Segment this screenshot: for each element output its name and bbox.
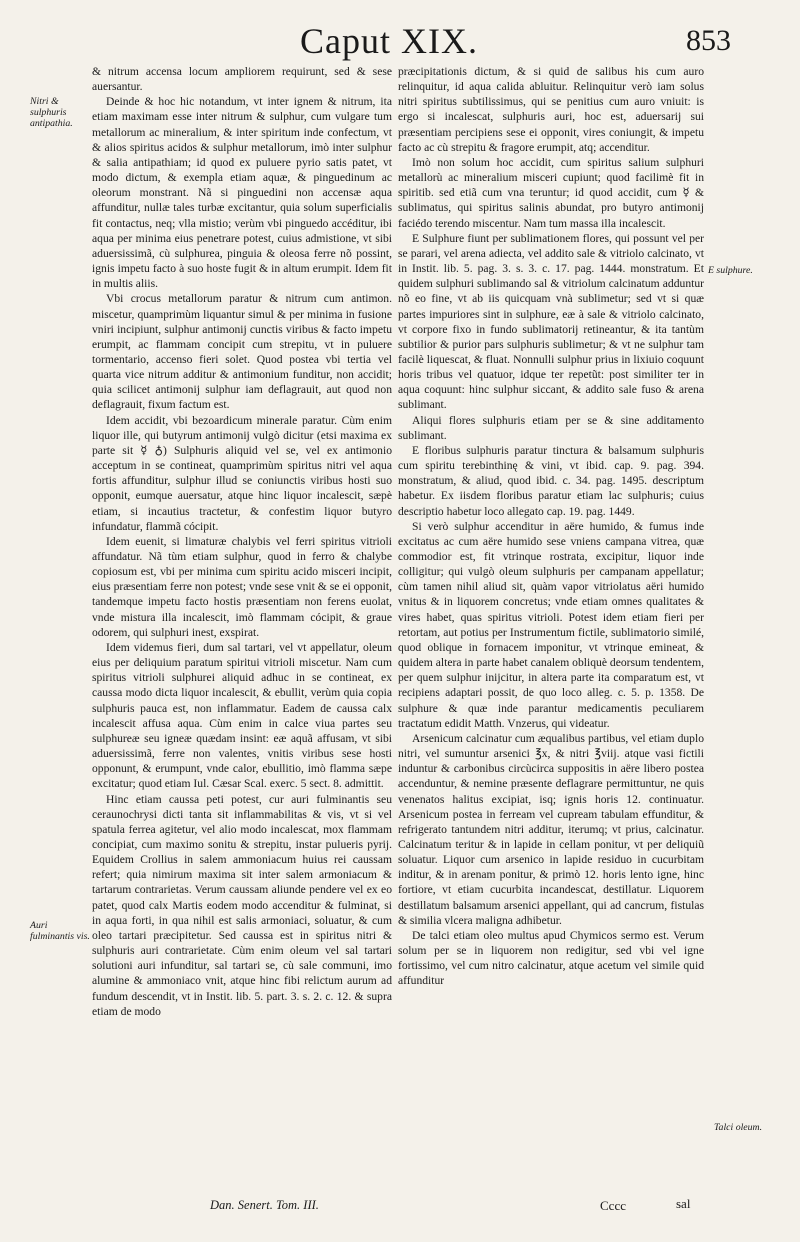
- paragraph: & nitrum accensa locum ampliorem requirunt, sed & sese auersantur.: [92, 65, 392, 94]
- paragraph: Si verò sulphur accenditur in aëre humido, & fumus inde excitatus ac cum aëre humido sese vniens campana vitrea, quæ commodior est, fit vtrinque rostrata, excipitur, liquor inde colligitur; qui vulgò oleum sulphuris per campanam appellatur; cùm tamen nihil aliud sit, quàm vapor vitriolatus aëri humido vnitus & in liquorem concretus; vnde etiam omnes qualitates & vires habet, quas spiritus vitrioli. Potest idem etiam fieri per retortam, aut potius per Instrumentum fictile, sublimatorio similé, quod oblique in fornacem imponitur, vt vtrinque emineat, & quidem altera in parte habet canalem obliquè deorsum tendentem, per quem sulphur inijcitur, in altera parte ita comparatum est, vt recipiens adaptari possit, de quo loco alleg. c. 5. p. 1358. De sulphure & quæ inde parantur medicamentis peculiarem tractatum edidit Matth. Vnzerus, qui videatur.: [398, 519, 704, 730]
- paragraph: E floribus sulphuris paratur tinctura & balsamum sulphuris cum spiritu terebinthinę & vini, vt ibid. cap. 9. pag. 394. monstratum, & aliud, quod ibid. c. 34. pag. 1495. descriptum habetur. Ex iisdem floribus paratur etiam lac sulphuris; cuius descriptio habetur loco allegato cap. 19. pag. 1449.: [398, 443, 704, 518]
- right-column: [398, 64, 704, 1194]
- footer-catchword: sal: [676, 1196, 691, 1211]
- paragraph: Imò non solum hoc accidit, cum spiritus salium sulphuri metallorù ac mineralium misceri cupiunt; quod facilimè fit in spiritib. sed etiã cum vna teruntur; id quod accidit, cum ☿ & sublimatus, qui spiritus salinis abundat, pro butyro antimonij faciédo terendo miscentur. Nam tum massa illa incalescit.: [398, 155, 704, 230]
- left-column: [92, 64, 392, 1194]
- footer-signature: Dan. Senert. Tom. III.: [210, 1198, 319, 1212]
- paragraph: Idem accidit, vbi bezoardicum minerale paratur. Cùm enim liquor ille, qui butyrum antimonij vulgò dicitur (etsi maxima ex parte sit ☿ ♁) Sulphuris aliquid vel se, vel ex antimonio acceptum in se contineat, quamprimùm spiritus nitri vel aqua fortis affunditur, sulphur illud se coniunctis viribus hosti suo opponit, eumque auersatur, atque hinc liquor incalescit, sæpè etiam, si incautius tractetur, & confestim liquor butyro infundatur, flammã cócipit.: [92, 413, 392, 533]
- page-title: Caput XIX.: [300, 21, 478, 61]
- page-number: 853: [686, 24, 731, 57]
- paragraph: præcipitationis dictum, & si quid de salibus his cum auro relinquitur, id aqua calida abluitur. Relinquitur verò iam solus nitri spiritus subtilissimus, qui se penitius cum auro vniuit: is ergo si incalescat, sulphuris auri, hoc est, aduersarij sui præsentiam percipiens sese ei opponit, vires coniungit, & impetu facto ac cù strepitu & fragore erumpit, atq; accenditur.: [398, 65, 704, 154]
- paragraph: E Sulphure fiunt per sublimationem flores, qui possunt vel per se parari, vel arena adiecta, vel addito sale & vitriolo calcinato, vt in Instit. lib. 5. pag. 3. s. 3. c. 17. pag. 1444. monstratum. Et quidem sulphuri sublimando sal & vitriolum calcinatum adduntur nõ eo fine, vt ab iis quicquam vnà sublimetur; sed vt si quæ partes impuriores sint in sulphure, eæ à sale & vitriolo calcinato, vt corpore fixo in fundo sublimatorij retineantur, & ita tantùm subtilior & purior pars sulphuris sublimetur; & vt ne sulphur tam facilè liquescat, & fluat. Nonnulli sulphur prius in lixiuio coquunt horis tribus vel quatuor, idque ter repetũt: post similiter ter in aqua coquunt: hinc sulphur siccant, & addito sale fuso & arena sublimant.: [398, 231, 704, 412]
- footer-sheet-mark: Cccc: [600, 1198, 626, 1213]
- margin-note-sulphure: E sulphure.: [708, 265, 753, 276]
- paragraph: Vbi crocus metallorum paratur & nitrum cum antimon. miscetur, quamprimùm liquantur simul & per minima in fusione vniri incipiunt, sulphur antimonij cunctis viribus & facto impetu erumpit, ac flammam concipit cum strepitu, vt in puluere tormentario, accenso fieri solet. Quod postea vbi tertia vel quarta vice nitrum additur & antimonium funditur, non accidit; quia scilicet antimonij sulphur iam deflagrauit, aut quod non deflagrauit, fixum factum est.: [92, 292, 392, 412]
- paragraph: Hinc etiam caussa peti potest, cur auri fulminantis seu ceraunochrysi dicti tanta sit inflammabilitas & vis, vt si vel spatula ferrea agitetur, vel alio modo incalescat, mox flammam concipiat, cum maximo sonitu & strepitu, instar pulueris pyrij. Equidem Crollius in salem ammoniacum huius rei caussam refert; quia nimirum maxima sit inter salem armoniacum & tartarum contrarietas. Verum caussam aliunde pendere vel ex eo patet, quod calx Martis eodem modo accenditur & fulminat, si in aqua forti, in qua nihil est salis armoniaci, soluatur, & cum oleo tartari præcipitetur. Sed caussa est in spiritus nitri & sulphuris auri contrarietate. Cùm enim oleum vel sal tartari solutioni auri infunditur, sal tartari se, cù sale communi, imo alumine & ammoniaco vnit, atque hinc fibi relictum aurum ad fundum descendit, vt in Instit. lib. 5. part. 3. s. 2. c. 12. & supra etiam de modo: [92, 792, 392, 1018]
- paragraph: Idem euenit, si limaturæ chalybis vel ferri spiritus vitrioli affundatur. Nã tùm etiam sulphur, quod in ferro & chalybe copiosum est, vbi per minima cum spiritu acido misceri incipit, eius præsentiam ferre non potest; vnde sese vnit & se ei opponit, tandemque impetu facto hostis præsentiam non ferens euolat, vnde mistura illa incalescit, imò flammam cócipit, & graue odorem, qui sulphuri inest, exspirat.: [92, 534, 392, 639]
- paragraph: Deinde & hoc hic notandum, vt inter ignem & nitrum, ita etiam maximam esse inter nitrum & sulphur, cum vulgare tum metallorum ac mineralium, & inter spiritum inde confectum, vt & alios spiritus acidos & sulphur metallorum, imò inter sulphur & salia antipathiam; id quod ex puluere pyrio satis patet, vt modo dictum, & exempla etiam aquæ, & pinguedinum ac oleorum monstrant. Nã si pinguedini non accensæ aqua affunditur, nullæ tales turbæ excitantur, quia solum superficialis fit contactus, neq; vlla mistio; verùm vbi pinguedo accéditur, ibi aqua per minima eius penetrare potest, cuius admistione, vt sibi aduersissimã, cù sulphurea, pinguia & oleosa ferre nõ possint, ignis impetu facto à suo hoste fugit & in altum erumpit. Idem fit in multis aliis.: [92, 95, 392, 291]
- paragraph: De talci etiam oleo multus apud Chymicos sermo est. Verum solum per se in liquorem non redigitur, sed vbi vel igne fortissimo, vel cum nitro calcinatur, atque acetum vel simile quid affunditur: [398, 928, 704, 988]
- paragraph: Arsenicum calcinatur cum æqualibus partibus, vel etiam duplo nitri, vel sumuntur arsenici ℥x, & nitri ℥viij. atque vasi fictili induntur & carbonibus circùcirca suppositis in aëre libero postea accenduntur, & nemine præsente deflagrare permittuntur, ne quis venenatos halitus excipiat, isq; ignis horis 12. continuatur. Arsenicum postea in ferream vel cupream tabulam effunditur, & refrigerato tantundem nitri additur, iterumq; vt prius, calcinatur. Calcinatum teritur & in lapide in cellam ponitur, vt per deliquiũ soluatur. Liquor cum arsenico in lapide residuo in cucurbitam inditur, & in arenam ponitur, & primò 12. horis lento igne, hinc fortiore, vt etiam cucurbita incandescat, destillatur. Liquorem destillatum balsamum arsenici appellant, qui ad cancrum, fistulas & similia vlcera maligna adhibetur.: [398, 731, 704, 927]
- margin-note-auri: Auri fulminantis vis.: [30, 920, 90, 942]
- paragraph: Idem videmus fieri, dum sal tartari, vel vt appellatur, oleum eius per deliquium paratum spiritui vitrioli miscetur. Nam cum spiritus vitrioli sulphurei aliquid adhuc in se contineat, ex caussa modo dicta liquor incalescit, & ebullit, verùm quia copia sulphuris pauca est, non inflammatur. Eadem de caussa calx incalescit affusa aqua. Cùm enim in calce viua partes seu sulphureæ seu igneæ quædam insint: eæ aquã affusam, vt sibi aduersissimã, ferre non valentes, vnitis viribus sese hosti opponunt, & erumpunt, vnde calor, ebullitio, imò flamma sæpe excitatur; quod etiam Iul. Cæsar Scal. exerc. 5 sect. 8. admittit.: [92, 640, 392, 791]
- margin-note-nitri: Nitri & sulphuris antipathia.: [30, 96, 73, 129]
- paragraph: Aliqui flores sulphuris etiam per se & sine additamento sublimant.: [398, 413, 704, 442]
- margin-note-talci: Talci oleum.: [714, 1122, 763, 1133]
